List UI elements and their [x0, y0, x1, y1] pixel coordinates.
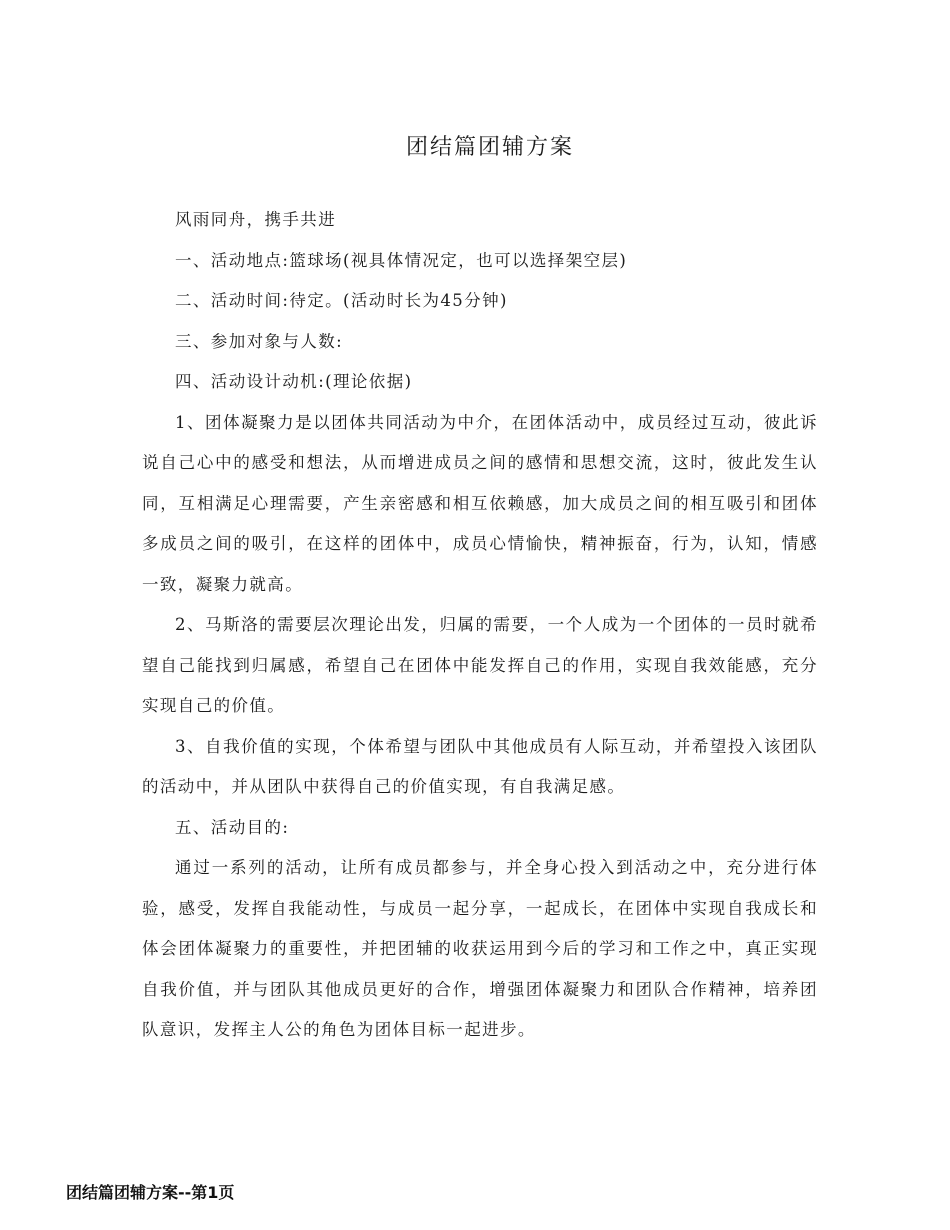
paragraph-motivation-3: 3、自我价值的实现，个体希望与团队中其他成员有人际互动，并希望投入该团队的活动中，并从团队中获得自己的价值实现，有自我满足感。 — [142, 736, 818, 796]
paragraph-location: 一、活动地点:篮球场(视具体情况定，也可以选择架空层) — [175, 250, 628, 270]
paragraph-purpose-heading: 五、活动目的: — [175, 817, 290, 837]
paragraph-participants: 三、参加对象与人数: — [175, 331, 344, 351]
page-footer: 团结篇团辅方案--第1页 — [66, 1183, 235, 1202]
paragraph-motivation-2: 2、马斯洛的需要层次理论出发，归属的需要，一个人成为一个团体的一员时就希望自己能找到归属感，希望自己在团体中能发挥自己的作用，实现自我效能感，充分实现自己的价值。 — [142, 615, 818, 715]
paragraph-subtitle: 风雨同舟，携手共进 — [175, 210, 337, 229]
paragraph-motivation-heading: 四、活动设计动机:(理论依据) — [175, 372, 413, 391]
document-body — [142, 200, 818, 1051]
paragraph-motivation-1: 1、团体凝聚力是以团体共同活动为中介，在团体活动中，成员经过互动，彼此诉说自己心中的感受和想法，从而增进成员之间的感情和思想交流，这时，彼此发生认同，互相满足心理需要，产生亲密感和相互依赖感，加大成员之间的相互吸引和团体多成员之间的吸引，在这样的团体中，成员心情愉快，精神振奋，行为，认知，情感一致，凝聚力就高。 — [142, 412, 818, 594]
paragraph-purpose-body: 通过一系列的活动，让所有成员都参与，并全身心投入到活动之中，充分进行体验，感受，发挥自我能动性，与成员一起分享，一起成长，在团体中实现自我成长和体会团体凝聚力的重要性，并把团辅的收获运用到今后的学习和工作之中，真正实现自我价值，并与团队其他成员更好的合作，增强团体凝聚力和团队合作精神，培养团队意识，发挥主人公的角色为团体目标一起进步。 — [142, 858, 818, 1039]
paragraph-time: 二、活动时间:待定。(活动时长为45分钟) — [175, 291, 508, 310]
document-title: 团结篇团辅方案 — [405, 135, 574, 160]
